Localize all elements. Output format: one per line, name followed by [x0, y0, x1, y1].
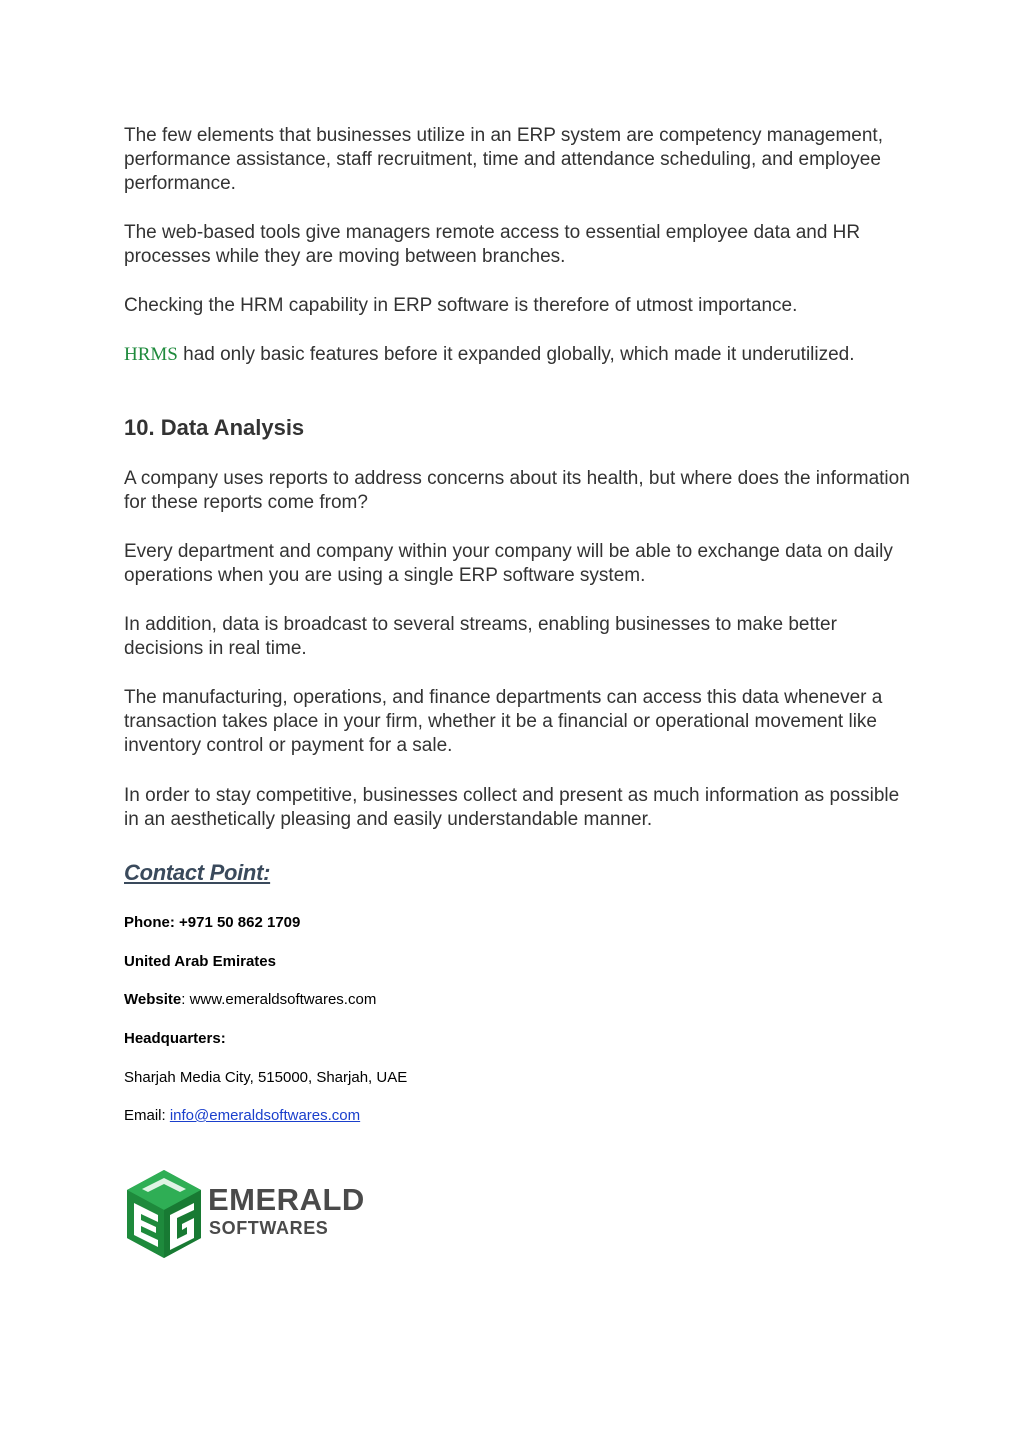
paragraph-departments: The manufacturing, operations, and finance departments can access this data whenever a transaction takes place in your firm, whether it be a financial or operational movement like inventory control or payment for a sale. — [124, 687, 883, 756]
section-heading-data-analysis: 10. Data Analysis — [124, 415, 305, 440]
paragraph-reports: A company uses reports to address concerns about its health, but where does the information for these reports come from? — [124, 468, 910, 513]
contact-country — [124, 952, 276, 972]
contact-country-text: United Arab Emirates — [124, 953, 276, 970]
paragraph-competitive: In order to stay competitive, businesses collect and present as much information as possible in an aesthetically pleasing and easily understandable manner. — [124, 785, 900, 830]
contact-address: Sharjah Media City, 515000, Sharjah, UAE — [124, 1069, 408, 1086]
paragraph-broadcast: In addition, data is broadcast to several streams, enabling businesses to make better decisions in real time. — [124, 614, 837, 659]
logo-word-softwares: SOFTWARES — [209, 1218, 329, 1238]
emerald-softwares-logo — [124, 1168, 365, 1260]
paragraph-erp-elements: The few elements that businesses utilize in an ERP system are competency management, performance assistance, staff recruitment, time and attendance scheduling, and employee performance. — [124, 125, 883, 194]
paragraph-hrms — [124, 343, 914, 367]
cube-logo-icon — [124, 1168, 204, 1260]
email-label: Email: — [124, 1107, 170, 1124]
paragraph-web-tools: The web-based tools give managers remote access to essential employee data and HR processes while they are moving between branches. — [124, 222, 861, 267]
hrms-link[interactable]: HRMS — [124, 344, 178, 365]
contact-email — [124, 1106, 360, 1126]
website-value: : www.emeraldsoftwares.com — [181, 991, 377, 1008]
contact-phone-text: Phone: +971 50 862 1709 — [124, 914, 301, 931]
contact-headquarters — [124, 1029, 226, 1049]
hrms-paragraph-text: had only basic features before it expanded globally, which made it underutilized. — [177, 344, 855, 365]
contact-heading: Contact Point: — [124, 860, 271, 885]
website-label: Website — [124, 991, 182, 1008]
email-link[interactable]: info@emeraldsoftwares.com — [169, 1107, 361, 1124]
logo-word-emerald: EMERALD — [208, 1182, 365, 1217]
contact-phone — [124, 913, 300, 933]
paragraph-hrm-capability: Checking the HRM capability in ERP software is therefore of utmost importance. — [124, 295, 798, 316]
contact-website — [124, 990, 376, 1010]
headquarters-label: Headquarters: — [124, 1030, 226, 1047]
paragraph-exchange-data: Every department and company within your company will be able to exchange data on daily operations when you are using a single ERP software system. — [124, 541, 893, 586]
